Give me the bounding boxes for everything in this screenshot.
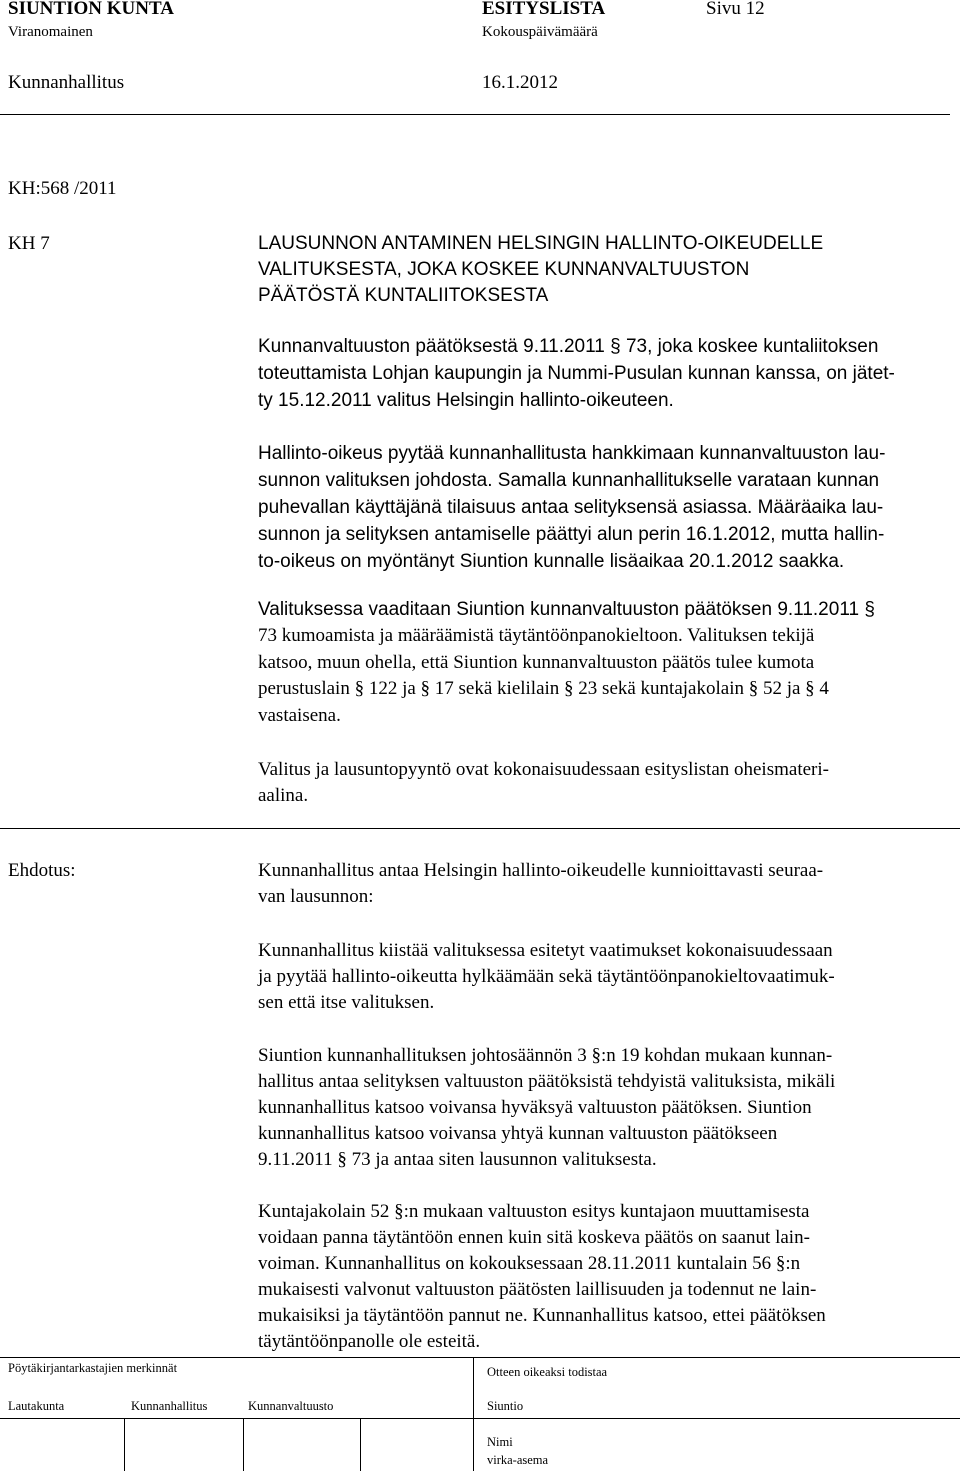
case-number: KH 7: [8, 233, 50, 254]
body-line: Valitus ja lausuntopyyntö ovat kokonaisuudessaan esityslistan oheismateri-: [258, 759, 829, 780]
proposal-line: hallitus antaa selityksen valtuuston päätöksistä tehdyistä valituksista, mikäli: [258, 1071, 836, 1092]
proposal-line: Siuntion kunnanhallituksen johtosäännön 3 §:n 19 kohdan mukaan kunnan-: [258, 1045, 833, 1066]
body-line: Valituksessa vaaditaan Siuntion kunnanvaltuuston päätöksen 9.11.2011 §: [258, 599, 875, 620]
page-number: Sivu 12: [706, 0, 765, 19]
organization-name: SIUNTION KUNTA: [8, 0, 174, 19]
body-line: to-oikeus on myöntänyt Siuntion kunnalle lisäaikaa 20.1.2012 saakka.: [258, 551, 845, 572]
footer-column-label: Kunnanhallitus: [131, 1399, 208, 1413]
proposal-line: voidaan panna täytäntöön ennen kuin sitä koskeva päätös on saanut lain-: [258, 1227, 810, 1248]
footer-column-label: Lautakunta: [8, 1399, 65, 1413]
body-line: Kunnanvaltuuston päätöksestä 9.11.2011 § 73, joka koskee kuntaliitoksen: [258, 336, 879, 357]
body-line: puhevallan käyttäjänä tilaisuus antaa selityksensä asiassa. Määräaika lau-: [258, 497, 884, 518]
meeting-date: 16.1.2012: [482, 72, 558, 93]
case-title-line: PÄÄTÖSTÄ KUNTALIITOKSESTA: [258, 285, 549, 306]
body-line: sunnon ja selityksen antamiselle päättyi alun perin 16.1.2012, mutta hallin-: [258, 524, 885, 545]
body-line: sunnon valituksen johdosta. Samalla kunnanhallitukselle varataan kunnan: [258, 470, 880, 491]
proposal-line: van lausunnon:: [258, 886, 374, 907]
proposal-line: Kuntajakolain 52 §:n mukaan valtuuston esitys kuntajaon muuttamisesta: [258, 1201, 810, 1222]
authority-label: Viranomainen: [8, 24, 93, 40]
header-divider: [0, 114, 950, 115]
proposal-line: sen että itse valituksen.: [258, 992, 435, 1013]
case-reference: KH:568 /2011: [8, 178, 117, 199]
proposal-line: täytäntöönpanolle ole esteitä.: [258, 1331, 481, 1352]
footer-middle-divider: [0, 1418, 960, 1419]
body-line: aalina.: [258, 785, 309, 806]
name-label: Nimi: [487, 1435, 513, 1449]
proposal-line: mukaisesti valvonut valtuuston päätösten laillisuuden ja todennut ne lain-: [258, 1279, 817, 1300]
proposal-line: 9.11.2011 § 73 ja antaa siten lausunnon valituksesta.: [258, 1149, 657, 1170]
footer-column-divider: [360, 1418, 361, 1471]
footer-column-divider: [473, 1358, 474, 1471]
footer-column-label: Kunnanvaltuusto: [248, 1399, 334, 1413]
proposal-line: ja pyytää hallinto-oikeutta hylkäämään sekä täytäntöönpanokieltovaatimuk-: [258, 966, 835, 987]
document-type: ESITYSLISTA: [482, 0, 606, 19]
proposal-line: Kunnanhallitus antaa Helsingin hallinto-oikeudelle kunnioittavasti seuraa-: [258, 860, 824, 881]
certification-label: Otteen oikeaksi todistaa: [487, 1365, 608, 1379]
proposal-line: voiman. Kunnanhallitus on kokouksessaan 28.11.2011 kuntalain 56 §:n: [258, 1253, 801, 1274]
body-line: toteuttamista Lohjan kaupungin ja Nummi-Pusulan kunnan kanssa, on jätet-: [258, 363, 895, 384]
position-label: virka-asema: [487, 1453, 549, 1467]
footer-column-divider: [243, 1418, 244, 1471]
footer-column-label: Siuntio: [487, 1399, 524, 1413]
footer-top-divider: [0, 1357, 960, 1358]
section-divider: [0, 828, 960, 829]
proposal-line: kunnanhallitus katsoo voivansa yhtyä kunnan valtuuston päätökseen: [258, 1123, 778, 1144]
proposal-line: kunnanhallitus katsoo voivansa hyväksyä valtuuston päätöksen. Siuntion: [258, 1097, 812, 1118]
case-title-line: LAUSUNNON ANTAMINEN HELSINGIN HALLINTO-OIKEUDELLE: [258, 233, 824, 254]
footer-column-divider: [124, 1418, 125, 1471]
body-line: 73 kumoamista ja määräämistä täytäntöönpanokieltoon. Valituksen tekijä: [258, 625, 815, 646]
proposal-line: mukaisiksi ja täytäntöön pannut ne. Kunnanhallitus katsoo, ettei päätöksen: [258, 1305, 826, 1326]
body-line: perustuslain § 122 ja § 17 sekä kielilain § 23 sekä kuntajakolain § 52 ja § 4: [258, 678, 829, 699]
reviewers-notes-label: Pöytäkirjantarkastajien merkinnät: [8, 1361, 178, 1375]
authority: Kunnanhallitus: [8, 72, 125, 93]
body-line: ty 15.12.2011 valitus Helsingin hallinto-oikeuteen.: [258, 390, 674, 411]
case-title-line: VALITUKSESTA, JOKA KOSKEE KUNNANVALTUUSTON: [258, 259, 750, 280]
meeting-date-label: Kokouspäivämäärä: [482, 24, 598, 40]
proposal-label: Ehdotus:: [8, 860, 76, 881]
body-line: katsoo, muun ohella, että Siuntion kunnanvaltuuston päätös tulee kumota: [258, 652, 815, 673]
body-line: vastaisena.: [258, 705, 341, 726]
proposal-line: Kunnanhallitus kiistää valituksessa esitetyt vaatimukset kokonaisuudessaan: [258, 940, 833, 961]
body-line: Hallinto-oikeus pyytää kunnanhallitusta hankkimaan kunnanvaltuuston lau-: [258, 443, 886, 464]
